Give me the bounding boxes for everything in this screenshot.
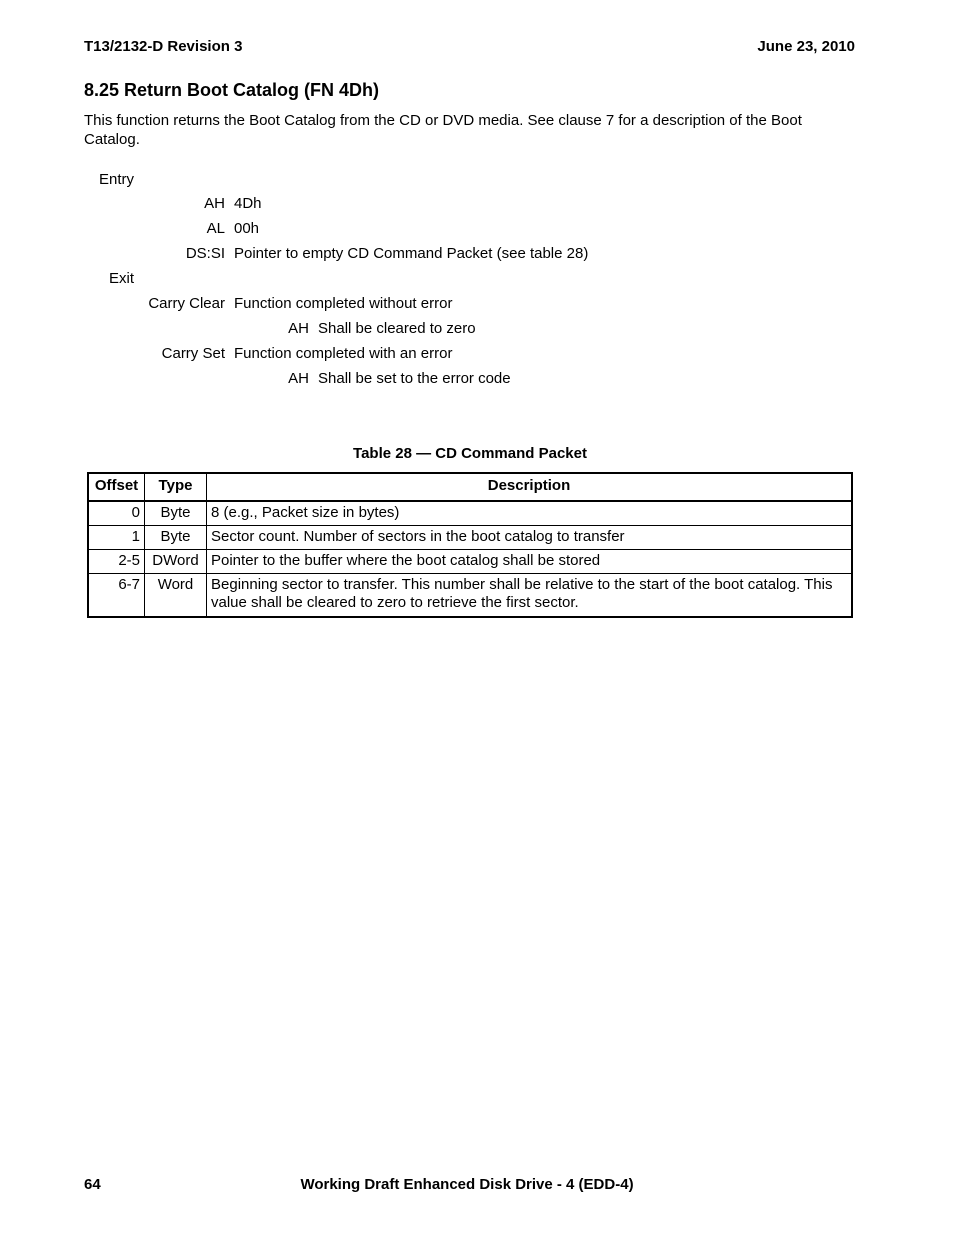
header-date: June 23, 2010 <box>757 38 855 55</box>
header-offset: Offset <box>88 473 145 501</box>
carry-set-text: Function completed with an error <box>234 345 453 362</box>
carry-set-label: Carry Set <box>161 345 225 362</box>
header-description: Description <box>207 473 853 501</box>
cell-type: Word <box>145 574 207 618</box>
table-header-row <box>88 473 852 501</box>
carry-clear-reg-text: Shall be cleared to zero <box>318 320 476 337</box>
cell-type: Byte <box>145 501 207 526</box>
carry-set-reg: AH <box>288 370 309 387</box>
carry-clear-reg: AH <box>288 320 309 337</box>
cell-offset: 0 <box>88 501 145 526</box>
table-row <box>88 550 852 574</box>
entry-value-ah: 4Dh <box>234 195 262 212</box>
cell-offset: 6-7 <box>88 574 145 618</box>
entry-reg-dssi: DS:SI <box>185 245 225 262</box>
footer-page-number: 64 <box>84 1176 101 1193</box>
section-title: 8.25 Return Boot Catalog (FN 4Dh) <box>84 80 380 100</box>
cell-description: Pointer to the buffer where the boot catalog shall be stored <box>207 550 853 574</box>
entry-reg-ah: AH <box>204 195 225 212</box>
cell-description: Sector count. Number of sectors in the boot catalog to transfer <box>207 526 853 550</box>
table-row <box>88 574 852 618</box>
cell-offset: 2-5 <box>88 550 145 574</box>
entry-value-al: 00h <box>234 220 260 237</box>
cell-type: DWord <box>145 550 207 574</box>
intro-paragraph: This function returns the Boot Catalog from the CD or DVD media. See clause 7 for a description of the Boot Catalog. <box>84 112 802 148</box>
entry-label: Entry <box>99 171 135 188</box>
exit-label: Exit <box>109 270 135 287</box>
carry-clear-label: Carry Clear <box>148 295 225 312</box>
header-type: Type <box>145 473 207 501</box>
table-row <box>88 526 852 550</box>
entry-value-dssi: Pointer to empty CD Command Packet (see table 28) <box>234 245 589 262</box>
cell-type: Byte <box>145 526 207 550</box>
cell-offset: 1 <box>88 526 145 550</box>
cell-description: 8 (e.g., Packet size in bytes) <box>207 501 853 526</box>
entry-reg-al: AL <box>206 220 225 237</box>
cd-command-packet-table <box>87 472 853 618</box>
table-caption: Table 28 — CD Command Packet <box>353 445 587 462</box>
cell-description: Beginning sector to transfer. This number shall be relative to the start of the boot catalog. This value shall be cleared to zero to retrieve the first sector. <box>207 574 853 618</box>
footer-title: Working Draft Enhanced Disk Drive - 4 (EDD-4) <box>300 1176 634 1193</box>
header-document-id: T13/2132-D Revision 3 <box>84 38 243 55</box>
carry-clear-text: Function completed without error <box>234 295 453 312</box>
table-row <box>88 501 852 526</box>
carry-set-reg-text: Shall be set to the error code <box>318 370 511 387</box>
